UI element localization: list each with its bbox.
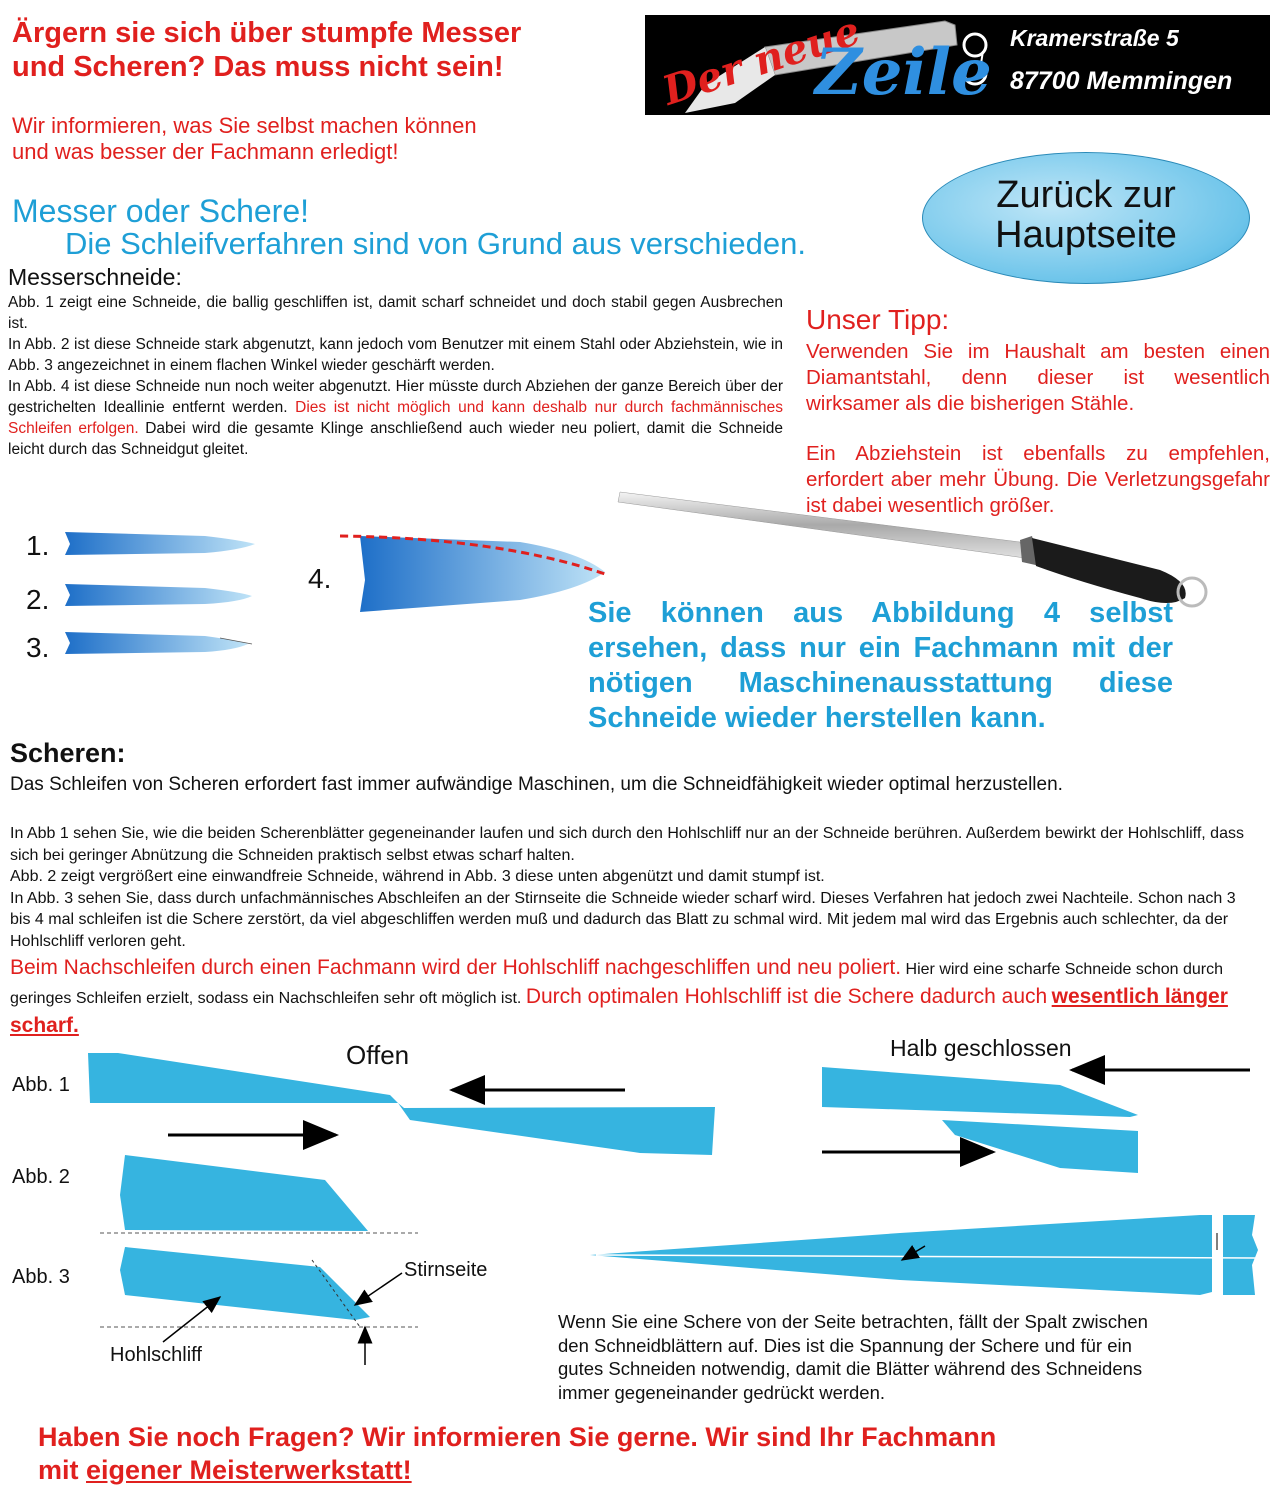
logo-street: Kramerstraße 5 — [1010, 25, 1179, 51]
headline: Ärgern sie sich über stumpfe Messer und Scheren? Das muss nicht sein! — [12, 17, 522, 83]
intro-text: Wir informieren, was Sie selbst machen können und was besser der Fachmann erledigt! — [12, 113, 477, 164]
fig-label-3: 3. — [26, 632, 50, 663]
label-hohlschliff: Hohlschliff — [110, 1344, 202, 1366]
home-button-line1: Zurück zur — [996, 174, 1176, 216]
knife-p2: In Abb. 2 ist diese Schneide stark abgenutzt, kann jedoch vom Benutzer mit einem Stahl oder Abziehstein, wie in Abb. 3 angezeichnet in einem flachen Winkel wieder geschärft werden. — [8, 336, 783, 374]
fig-label-2: 2. — [26, 584, 50, 615]
fig-label-4: 4. — [308, 563, 332, 594]
knife-heading: Messerschneide: — [8, 264, 182, 290]
section-title-1: Messer oder Schere! — [12, 193, 310, 229]
half-lower-blade — [942, 1120, 1138, 1173]
footer-line1: Haben Sie noch Fragen? Wir informieren Sie gerne. Wir sind Ihr Fachmann — [38, 1422, 997, 1452]
scissors-heading: Scheren: — [10, 738, 126, 768]
brand-word2: Zeile — [815, 35, 992, 110]
label-half-closed: Halb geschlossen — [890, 1035, 1072, 1061]
half-upper-blade — [822, 1067, 1138, 1117]
scissors-p3: Abb. 2 zeigt vergrößert eine einwandfreie Schneide, während in Abb. 3 diese unten abgenützt und damit stumpf ist. — [10, 868, 825, 885]
tip-p1: Verwenden Sie im Haushalt am besten einen Diamantstahl, denn dieser ist wesentlich wirksamer als die bisherigen Stähle. — [806, 340, 1270, 415]
scissors-p5: Beim Nachschleifen durch einen Fachmann wird der Hohlschliff nachgeschliffen und neu poliert. Hier wird eine scharfe Schneide schon durch geringes Schleifen erzielt, sodass ein Nachschleifen sehr oft möglich ist. Durch optimalen Hohlschliff ist die Schere dadurch auch wesentlich länger scharf. — [10, 956, 1228, 1037]
home-button-line2: Hauptseite — [995, 214, 1177, 256]
scissors-p2: In Abb 1 sehen Sie, wie die beiden Scherenblätter gegeneinander laufen und sich durch den Hohlschliff nur an der Schneide berühren. Außerdem bewirkt der Hohlschliff, dass sich bei geringer Abnützung die Schneiden praktisch selbst etwas scharf halten. — [10, 825, 1244, 864]
scissors-text — [10, 823, 1260, 952]
tip-title: Unser Tipp: — [806, 304, 950, 335]
knife-edge-figures — [20, 520, 620, 670]
callout-text: Sie können aus Abbildung 4 selbst ersehen, dass nur ein Fachmann mit der nötigen Maschinenausstattung diese Schneide wieder herstellen kann. — [588, 597, 1173, 734]
scissors-p4: In Abb. 3 sehen Sie, dass durch unfachmännisches Abschleifen an der Stirnseite die Schneide wieder scharf wird. Dieses Verfahren hat jedoch zwei Nachteile. Schon nach 3 bis 4 mal schleifen ist die Schere zerstört, da viel abgeschliffen werden muß und dadurch das Blatt zu schmal wird. Mit jedem mal wird das Ergebnis auch schlechter, da der Hohlschliff verloren geht. — [10, 889, 1236, 950]
scissors-p1: Das Schleifen von Scheren erfordert fast immer aufwändige Maschinen, um die Schneidfähigkeit wieder optimal herzustellen. — [10, 774, 1063, 795]
fig1-blade — [65, 532, 255, 555]
logo-banner[interactable] — [645, 6, 1270, 115]
label-abb3: Abb. 3 — [12, 1266, 70, 1288]
label-stirnseite: Stirnseite — [404, 1259, 488, 1281]
knife-text — [8, 292, 783, 460]
abb2-blade — [120, 1155, 368, 1231]
section-title-2: Die Schleifverfahren sind von Grund aus verschieden. — [65, 226, 806, 261]
fig-label-1: 1. — [26, 530, 50, 561]
brand-word1: Der neue — [657, 6, 866, 115]
home-button[interactable] — [922, 152, 1250, 284]
footer-line2: mit eigener Meisterwerkstatt! — [38, 1455, 412, 1485]
tip-p2: Ein Abziehstein ist ebenfalls zu empfehlen, erfordert aber mehr Übung. Die Verletzungsgefahr ist dabei wesentlich größer. — [806, 442, 1270, 517]
side-view-text: Wenn Sie eine Schere von der Seite betrachten, fällt der Spalt zwischen den Schneidblättern auf. Dies ist die Spannung der Schere und für ein gutes Schneiden notwendig, damit die Blätter während des Schneidens immer gegeneinander gedrückt werden. — [558, 1311, 1148, 1403]
fig2-blade — [65, 584, 252, 606]
label-abb2: Abb. 2 — [12, 1166, 70, 1188]
label-abb1: Abb. 1 — [12, 1074, 70, 1096]
knife-p1: Abb. 1 zeigt eine Schneide, die ballig geschliffen ist, damit scharf schneidet und doch stabil gegen Ausbrechen ist. — [8, 294, 783, 332]
knife-p3: In Abb. 4 ist diese Schneide nun noch weiter abgenutzt. Hier müsste durch Abziehen der ganze Bereich über der gestrichelten Ideallinie entfernt werden. Dies ist nicht möglich und kann deshalb nur durch fachmännisches Schleifen erfolgen. Dabei wird die gesamte Klinge anschließend auch wieder neu poliert, damit die Schneide leicht durch das Schneidgut gleitet. — [8, 378, 784, 458]
footer-text — [38, 1421, 996, 1487]
logo-city: 87700 Memmingen — [1010, 67, 1233, 95]
label-open: Offen — [346, 1040, 410, 1070]
fig3-blade — [65, 632, 248, 654]
abb3-blade — [120, 1247, 370, 1320]
abb1-lower-blade — [398, 1103, 715, 1155]
